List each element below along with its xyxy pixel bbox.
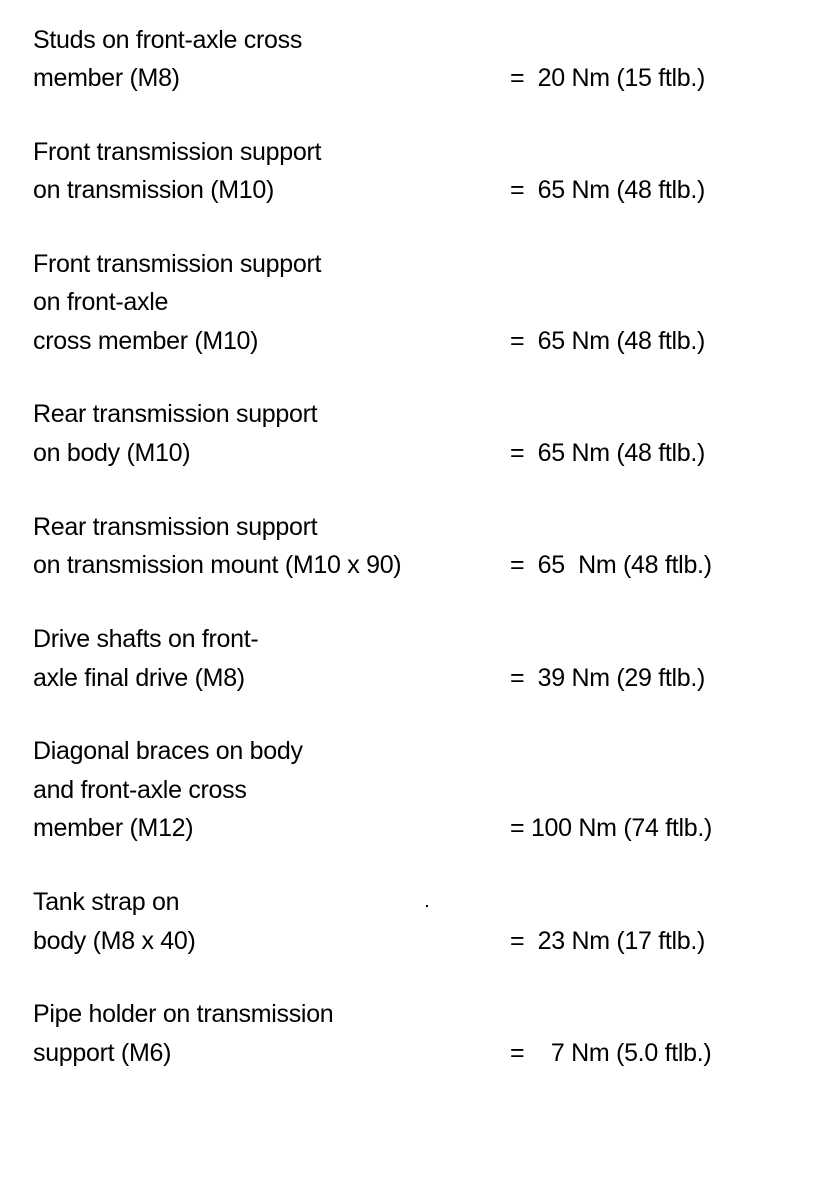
- spec-label-line: Studs on front-axle cross: [33, 26, 303, 54]
- spec-label-line: on transmission (M10): [33, 176, 275, 204]
- spec-label-line: on body (M10): [33, 439, 191, 467]
- spec-label-line: member (M8): [33, 64, 180, 92]
- spec-label-line: body (M8 x 40): [33, 927, 196, 955]
- spec-torque-value: = 23 Nm (17 ftlb.): [510, 927, 706, 955]
- spec-label-line: Front transmission support: [33, 250, 322, 278]
- spec-label-line: on front-axle: [33, 288, 169, 316]
- spec-label-line: Rear transmission support: [33, 513, 318, 541]
- spec-torque-value: = 39 Nm (29 ftlb.): [510, 664, 706, 692]
- spec-label-line: Rear transmission support: [33, 400, 318, 428]
- spec-label-line: member (M12): [33, 814, 194, 842]
- spec-label-line: on transmission mount (M10 x 90): [33, 551, 402, 579]
- spec-torque-value: = 7 Nm (5.0 ftlb.): [510, 1039, 712, 1067]
- scan-speck: [426, 905, 428, 907]
- spec-label-line: Diagonal braces on body: [33, 737, 303, 765]
- spec-label-line: and front-axle cross: [33, 776, 247, 804]
- spec-torque-value: = 65 Nm (48 ftlb.): [510, 439, 706, 467]
- spec-torque-value: = 100 Nm (74 ftlb.): [510, 814, 713, 842]
- spec-label-line: Pipe holder on transmission: [33, 1000, 334, 1028]
- spec-label-line: support (M6): [33, 1039, 172, 1067]
- spec-label-line: Drive shafts on front-: [33, 625, 259, 653]
- spec-label-line: cross member (M10): [33, 327, 259, 355]
- spec-torque-value: = 20 Nm (15 ftlb.): [510, 64, 706, 92]
- spec-torque-value: = 65 Nm (48 ftlb.): [510, 551, 712, 579]
- spec-label-line: axle final drive (M8): [33, 664, 245, 692]
- spec-torque-value: = 65 Nm (48 ftlb.): [510, 327, 706, 355]
- spec-label-line: Front transmission support: [33, 138, 322, 166]
- spec-torque-value: = 65 Nm (48 ftlb.): [510, 176, 706, 204]
- spec-label-line: Tank strap on: [33, 888, 180, 916]
